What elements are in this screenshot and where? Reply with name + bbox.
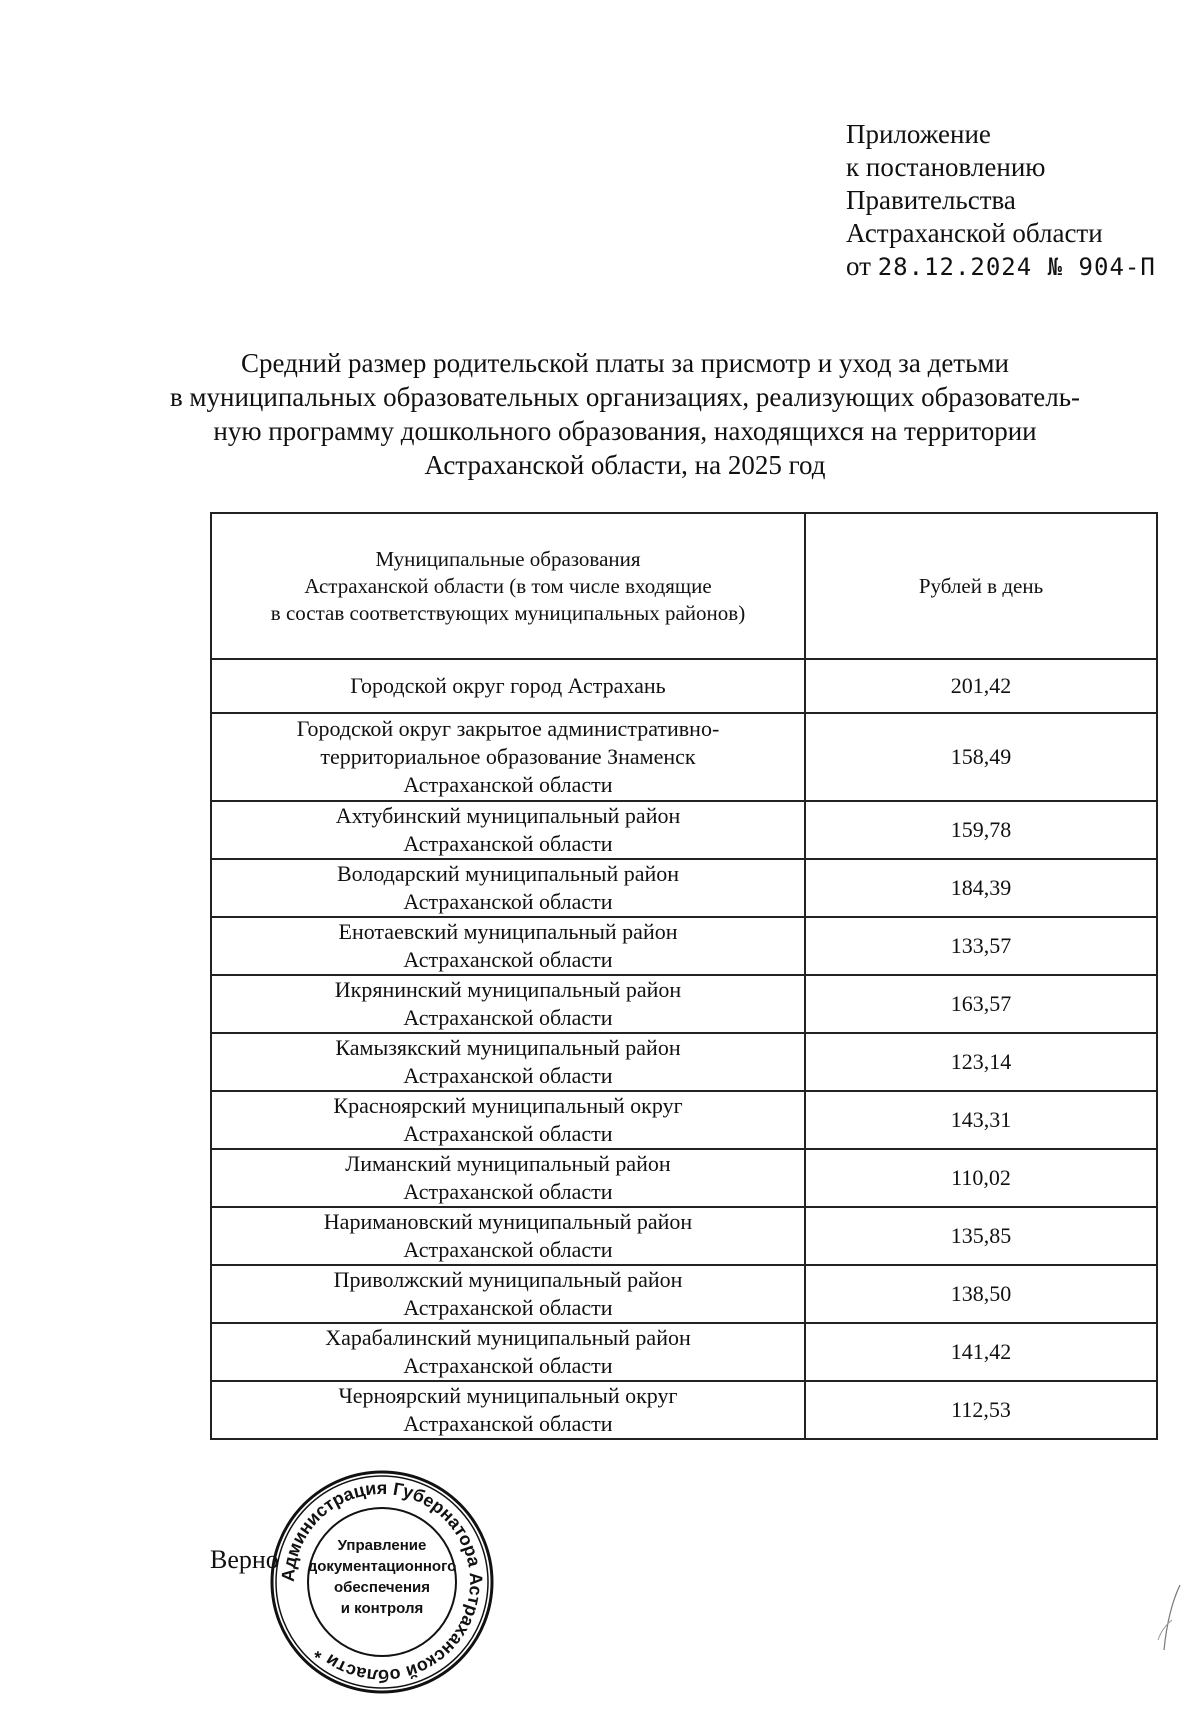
municipality-cell <box>211 1091 805 1149</box>
municipality-name: Астраханской области <box>403 1237 613 1262</box>
value-cell: 163,57 <box>805 975 1157 1033</box>
appendix-date-prefix: от <box>846 251 871 281</box>
municipality-name: Приволжский муниципальный район <box>333 1267 683 1292</box>
municipality-cell <box>211 1323 805 1381</box>
municipality-cell <box>211 859 805 917</box>
value-cell: 133,57 <box>805 917 1157 975</box>
appendix-date-line <box>846 250 1156 284</box>
municipality-name: Астраханской области <box>403 772 613 797</box>
municipality-name: Лиманский муниципальный район <box>345 1151 671 1176</box>
appendix-line-1: Приложение <box>846 119 991 149</box>
appendix-block <box>846 118 1156 284</box>
value-cell: 138,50 <box>805 1265 1157 1323</box>
municipality-name: Городской округ закрытое административно- <box>296 716 720 741</box>
municipality-name: Ахтубинский муниципальный район <box>335 803 681 828</box>
municipality-name: Икрянинский муниципальный район <box>334 977 682 1002</box>
header-col1-line-3: в состав соответствующих муниципальных районов) <box>270 600 746 625</box>
table-row <box>211 1091 1157 1149</box>
seal-ring-text: Администрация Губернатора Астраханской области * <box>277 1477 487 1687</box>
pen-mark <box>1150 1580 1190 1660</box>
value-cell: 135,85 <box>805 1207 1157 1265</box>
table-row <box>211 659 1157 713</box>
municipality-cell <box>211 1149 805 1207</box>
stamp-line-4: и контроля <box>340 1600 424 1617</box>
municipality-name: Черноярский муниципальный округ <box>338 1383 678 1408</box>
municipality-cell <box>211 801 805 859</box>
stamp-line-3: обеспечения <box>333 1579 431 1596</box>
table-row <box>211 713 1157 801</box>
stamp-line-2: документационного <box>307 1558 457 1575</box>
municipality-name: Астраханской области <box>403 1005 613 1030</box>
header-rubles-per-day: Рублей в день <box>805 513 1157 659</box>
header-col1-line-2: Астраханской области (в том числе входящие <box>304 573 712 598</box>
table-header-row <box>211 513 1157 659</box>
title-line-3: ную программу дошкольного образования, находящихся на территории <box>213 416 1037 446</box>
stamp-line-1: Управление <box>337 1537 427 1554</box>
municipality-name: Красноярский муниципальный округ <box>333 1093 683 1118</box>
fee-table <box>210 512 1158 1440</box>
value-cell: 141,42 <box>805 1323 1157 1381</box>
table-row <box>211 1323 1157 1381</box>
municipality-name: Камызякский муниципальный район <box>335 1035 681 1060</box>
value-cell: 123,14 <box>805 1033 1157 1091</box>
municipality-name: Володарский муниципальный район <box>336 861 680 886</box>
municipality-cell <box>211 713 805 801</box>
municipality-name: Городской округ город Астрахань <box>350 673 666 698</box>
municipality-name: Астраханской области <box>403 1353 613 1378</box>
municipality-name: Наримановский муниципальный район <box>323 1209 693 1234</box>
stamp-text <box>268 1535 496 1619</box>
appendix-line-2: к постановлению <box>846 152 1046 182</box>
value-cell: 201,42 <box>805 659 1157 713</box>
value-cell: 110,02 <box>805 1149 1157 1207</box>
municipality-name: Астраханской области <box>403 1063 613 1088</box>
appendix-line-3: Правительства <box>846 185 1016 215</box>
appendix-line-4: Астраханской области <box>846 218 1103 248</box>
municipality-name: Енотаевский муниципальный район <box>338 919 678 944</box>
value-cell: 112,53 <box>805 1381 1157 1439</box>
document-title <box>150 346 1100 482</box>
table-row <box>211 1265 1157 1323</box>
municipality-name: Харабалинский муниципальный район <box>325 1325 691 1350</box>
table-row <box>211 1207 1157 1265</box>
municipality-name: Астраханской области <box>403 1179 613 1204</box>
header-col1-line-1: Муниципальные образования <box>375 546 641 571</box>
verno-label: Верно <box>210 1545 279 1574</box>
municipality-name: Астраханской области <box>403 947 613 972</box>
table-row <box>211 1149 1157 1207</box>
value-cell: 184,39 <box>805 859 1157 917</box>
municipality-name: Астраханской области <box>403 889 613 914</box>
title-line-2: в муниципальных образовательных организациях, реализующих образователь- <box>169 382 1081 412</box>
value-cell: 143,31 <box>805 1091 1157 1149</box>
municipality-cell <box>211 1265 805 1323</box>
value-cell: 159,78 <box>805 801 1157 859</box>
table-row <box>211 801 1157 859</box>
municipality-name: Астраханской области <box>403 831 613 856</box>
header-municipality <box>211 513 805 659</box>
municipality-name: Астраханской области <box>403 1121 613 1146</box>
municipality-cell <box>211 1381 805 1439</box>
title-line-1: Средний размер родительской платы за присмотр и уход за детьми <box>241 348 1009 378</box>
municipality-cell <box>211 975 805 1033</box>
municipality-cell <box>211 1033 805 1091</box>
municipality-cell <box>211 659 805 713</box>
appendix-date-value: 28.12.2024 № 904-П <box>877 253 1156 281</box>
municipality-cell <box>211 917 805 975</box>
table-row <box>211 859 1157 917</box>
table-row <box>211 1381 1157 1439</box>
municipality-cell <box>211 1207 805 1265</box>
table-row <box>211 1033 1157 1091</box>
table-row <box>211 975 1157 1033</box>
value-cell: 158,49 <box>805 713 1157 801</box>
municipality-name: Астраханской области <box>403 1411 613 1436</box>
municipality-name: территориальное образование Знаменск <box>320 744 696 769</box>
table-row <box>211 917 1157 975</box>
municipality-name: Астраханской области <box>403 1295 613 1320</box>
title-line-4: Астраханской области, на 2025 год <box>424 450 826 480</box>
